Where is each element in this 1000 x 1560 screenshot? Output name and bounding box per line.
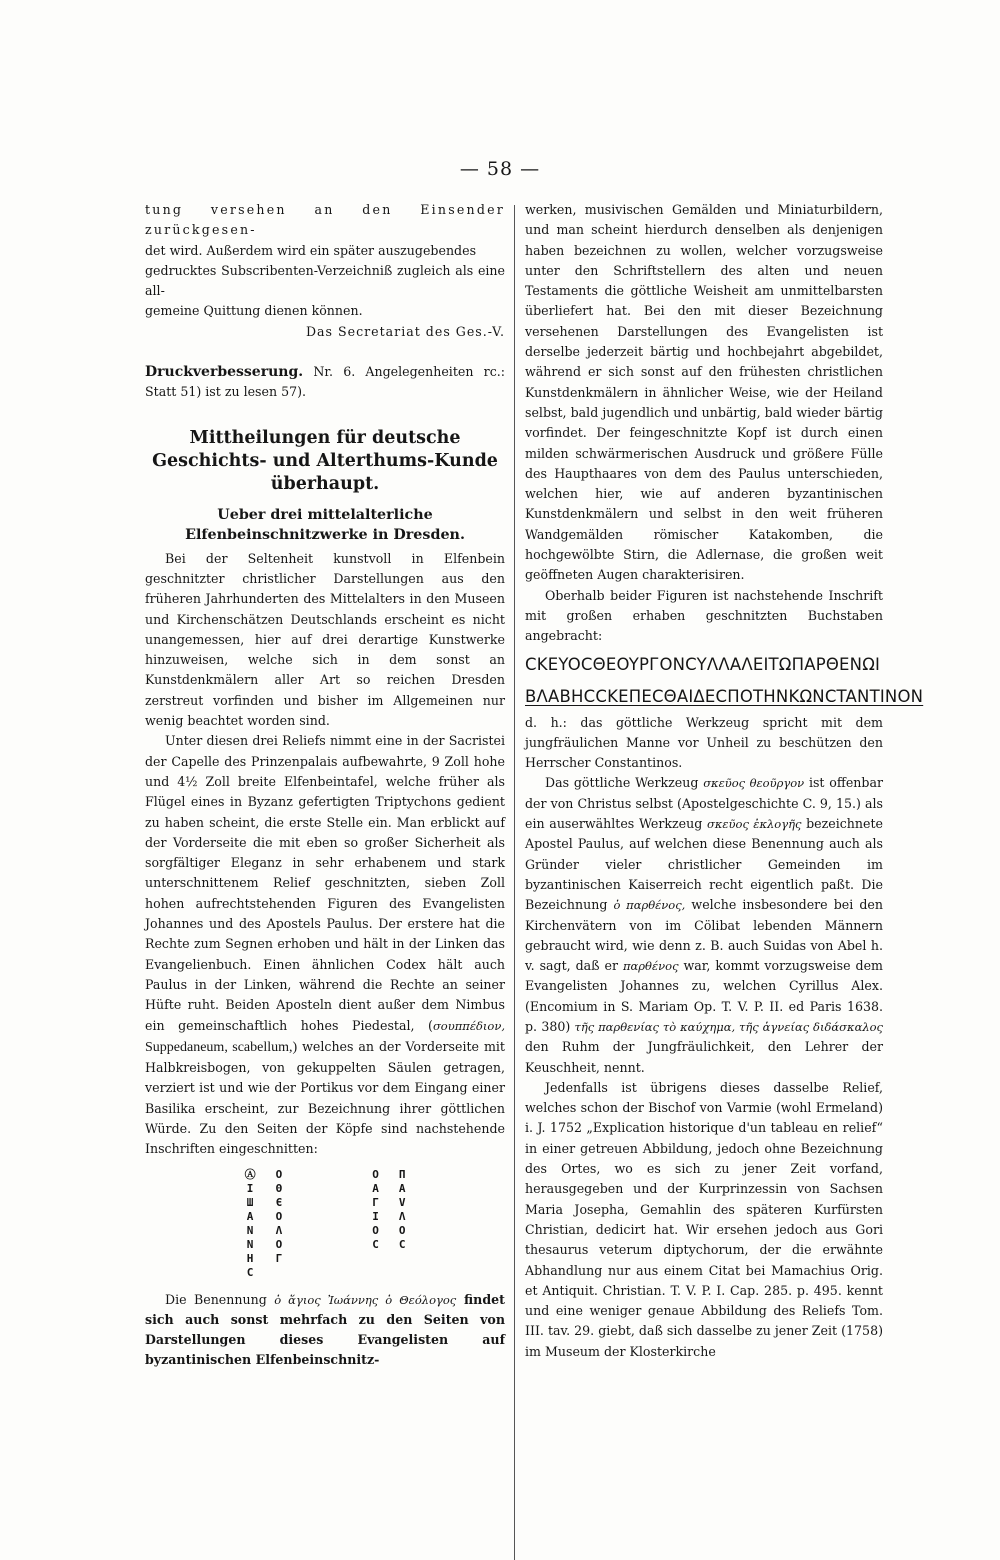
greek-text: ὁ ἅγιος Ἰωάννης ὁ Θεόλογος: [274, 1292, 457, 1307]
erratum-note: [145, 362, 505, 403]
inscription-column: [276, 1168, 283, 1280]
right-column: [525, 200, 924, 1362]
inscription-column: [245, 1168, 256, 1280]
text-run: den Ruhm der Jungfräulichkeit, den Lehrer der Keuschheit, nennt.: [525, 1039, 883, 1075]
text-run: bezeichnete Apostel Paulus, auf welchen diese Benennung auch als Gründer vieler christlicher Gemeinden im byzantinischen Kaiserreich recht eigentlich paßt. Die Bezeichnung: [525, 816, 883, 913]
inscription-letter: Є: [275, 1195, 283, 1209]
paragraph: [145, 731, 505, 1159]
inscription-letter: I: [246, 1181, 254, 1195]
inscription-letter: C: [246, 1265, 254, 1279]
inscription-group-john: [245, 1168, 283, 1280]
left-column: [145, 200, 505, 1371]
paragraph: [525, 773, 883, 1077]
intro-line: gemeine Quittung dienen können.: [145, 303, 363, 319]
column-divider: [514, 205, 515, 1560]
inscription-letter: Г: [275, 1251, 283, 1265]
inscription-letter: O: [372, 1223, 379, 1237]
vertical-inscriptions: [145, 1168, 505, 1280]
text-run: ist offenbar der von Christus selbst (Apostelgeschichte C. 9, 15.) als ein auserwähltes Werkzeug: [525, 775, 883, 832]
inscription-letter: O: [275, 1209, 283, 1223]
inscription-letter: N: [246, 1237, 254, 1251]
text-run: war, kommt vorzugsweise dem Evangelisten Johannes zu, welchen Cyrillus Alex. (Encomium in S. Mariam Op. T. V. P. II. ed Paris 1638. p. 380): [525, 958, 883, 1034]
inscription-letter: O: [372, 1167, 379, 1181]
inscription-letter: C: [398, 1237, 406, 1251]
inscription-letter: H: [246, 1251, 254, 1265]
inscription-letter: A: [246, 1209, 254, 1223]
greek-text: ὁ παρθένος,: [613, 898, 686, 913]
text-run: welche insbesondere bei den Kirchenvätern von im Cölibat lebenden Männern gebraucht wird, wie denn z. B. auch Suidas von Abel h. v. sagt, daß er: [525, 897, 883, 974]
text-run: Das göttliche Werkzeug: [545, 775, 704, 791]
secretariat-signature: Das Secretariat des Ges.-V.: [305, 323, 505, 339]
text-run: findet sich auch sonst mehrfach zu den Seiten von Darstellungen dieses Evangelisten auf byzantinischen Elfenbeinschnitz-: [145, 1291, 505, 1368]
article-title: Ueber drei mittelalterliche Elfenbeinschnitzwerke in Dresden.: [185, 506, 465, 543]
greek-text: σκεῦος ἐκλογῆς: [706, 817, 802, 832]
inscription-column: [399, 1168, 406, 1280]
inscription-letter: Π: [398, 1167, 406, 1181]
inscription-column: [372, 1168, 379, 1280]
inscription-letter: A: [372, 1181, 379, 1195]
paragraph: werken, musivischen Gemälden und Miniaturbildern, und man scheint hierdurch denselben als denjenigen haben bezeichnen zu wollen, welcher vorzugsweise unter den Schriftstellern des alten und neuen Testaments die göttliche Weisheit am unmittelbarsten überliefert hat. Bei den mit dieser Bezeichnung versehenen Darstellungen des Evangelisten ist derselbe jederzeit bärtig und hochbejahrt abgebildet, während er sich sonst auf den frühesten christlichen Kunstdenkmälern in ähnlicher Weise, wie der Heiland selbst, bald jugendlich und unbärtig, bald wieder bärtig vorfindet. Der feingeschnitzte Kopf ist durch einen milden schwärmerischen Ausdruck und größere Fülle des Haupthaares von dem des Paulus unterschieden, welchen hier, wie auf anderen byzantinischen Kunstdenkmälern und selbst in den weit früheren Wandgemälden römischer Katakomben, die hochgewölbte Stirn, die Adlernase, die großen weit geöffneten Augen charakterisiren.: [525, 202, 883, 583]
inscription-letter: Ш: [246, 1195, 254, 1209]
text-run: Die Benennung: [165, 1291, 275, 1307]
greek-inscription-line: BΛABHCCKEΠECΘAIΔECΠOTHNKΩNCTANTINON: [525, 686, 924, 706]
paragraph: d. h.: das göttliche Werkzeug spricht mit dem jungfräulichen Manne vor Unheil zu beschützen den Herrscher Constantinos.: [525, 714, 883, 771]
text-run: welches an der Vorderseite mit Halbkreisbogen, von gekuppelten Säulen getragen, verziert ist und wie der Portikus vor dem Eingang einer Basilika erscheint, zur Bezeichnung ihrer göttlichen Würde. Zu den Seiten der Köpfe sind nachstehende Inschriften eingeschnitten:: [145, 1038, 505, 1157]
inscription-letter: C: [372, 1237, 379, 1251]
greek-text: παρθένος: [622, 959, 679, 974]
paragraph: Bei der Seltenheit kunstvoll in Elfenbein geschnitzter christlicher Darstellungen aus den früheren Jahrhunderten des Mittelalters in den Museen und Kirchenschätzen Deutschlands erscheint es nicht unangemessen, hier auf drei derartige Kunstwerke hinzuweisen, welche sich in dem sonst an Kunstdenkmälern aller Art so reichen Dresden zerstreut vorfinden und bisher im Allgemeinen nur wenig beachtet worden sind.: [145, 550, 505, 729]
greek-inscription-line: CKEYOCΘEOYPГONCYΛΛAΛEITΩΠAPΘENΩI: [525, 654, 881, 674]
inscription-letter: Ⓐ: [244, 1167, 256, 1181]
erratum-text: Nr. 6. Angelegenheiten rc.: Statt 51) ist zu lesen 57).: [145, 364, 505, 400]
page-number: — 58 —: [459, 158, 541, 180]
inscription-letter: Λ: [275, 1223, 283, 1237]
inscription-letter: Г: [372, 1195, 379, 1209]
greek-text: σκεῦος θεοῦργον: [703, 776, 805, 791]
paragraph: [145, 1290, 505, 1371]
inscription-letter: O: [398, 1223, 406, 1237]
intro-line: tung versehen an den Einsender zurückgesen-: [145, 202, 505, 238]
inscription-letter: I: [372, 1209, 379, 1223]
inscription-letter: A: [398, 1181, 406, 1195]
inscription-letter: Θ: [275, 1181, 283, 1195]
greek-text: σουππέδιον,: [432, 1018, 505, 1033]
latin-text: Suppedaneum, scabellum,): [145, 1039, 298, 1055]
paragraph: Oberhalb beider Figuren ist nachstehende Inschrift mit großen erhaben geschnitzten Buchstaben angebracht:: [525, 587, 883, 644]
erratum-lead: Druckverbesserung.: [145, 364, 304, 381]
inscription-group-paul: [372, 1168, 405, 1280]
intro-line: det wird. Außerdem wird ein später auszugebendes: [145, 242, 477, 258]
section-title: Mittheilungen für deutsche Geschichts- und Alterthums-Kunde überhaupt.: [152, 427, 498, 494]
inscription-letter: O: [275, 1237, 283, 1251]
inscription-letter: N: [246, 1223, 254, 1237]
intro-line: gedrucktes Subscribenten-Verzeichniß zugleich als eine all-: [145, 262, 505, 299]
paragraph: Jedenfalls ist übrigens dieses dasselbe Relief, welches schon der Bischof von Varmie (wohl Ermeland) i. J. 1752 „Explication historique d'un tableau en relief“ in einer getreuen Abbildung, jedoch ohne Bezeichnung des Ortes, wo es sich zu jener Zeit vorfand, herausgegeben und der Kurprinzessin von Sachsen Maria Josepha, Gemahlin des späteren Kurfürsten Christian, dedicirt hat. Wir ersehen jedoch aus Gori thesaurus veterum diptychorum, der die erwähnte Abhandlung nur aus einem Citat bei Mamachius Orig. et Antiquit. Christian. T. V. P. I. Cap. 285. p. 495. kennt und eine weniger genaue Abbildung des Reliefs Tom. III. tav. 29. giebt, daß sich dasselbe zu jener Zeit (1758) im Museum der Klosterkirche: [525, 1079, 883, 1359]
inscription-letter: O: [275, 1167, 283, 1181]
greek-text: τῆς παρθενίας τὸ καύχημα, τῆς ἁγνείας διδάσκαλος: [574, 1019, 883, 1034]
text-run: Unter diesen drei Reliefs nimmt eine in der Sacristei der Capelle des Prinzenpalais aufbewahrte, 9 Zoll hohe und 4½ Zoll breite Elfenbeintafel, welche früher als Flügel eines in Byzanz gefertigten Triptychons gedient zu haben scheint, die erste Stelle ein. Man erblickt auf der Vorderseite die mit eben so großer Sicherheit als sorgfältiger Eleganz in sehr erhabenem und stark unterschnittenem Relief geschnitzten, sieben Zoll hohen aufrechtstehenden Figuren des Evangelisten Johannes und des Apostels Paulus. Der erstere hat die Rechte zum Segnen erhoben und hält in der Linken das Evangelienbuch. Einen ähnlichen Codex hält auch Paulus in der Linken, während die Rechte an seiner Hüfte ruht. Beiden Aposteln dient außer dem Nimbus ein gemeinschaftlich hohes Piedestal, (: [145, 733, 505, 1033]
inscription-letter: Λ: [398, 1209, 406, 1223]
inscription-letter: V: [398, 1195, 406, 1209]
